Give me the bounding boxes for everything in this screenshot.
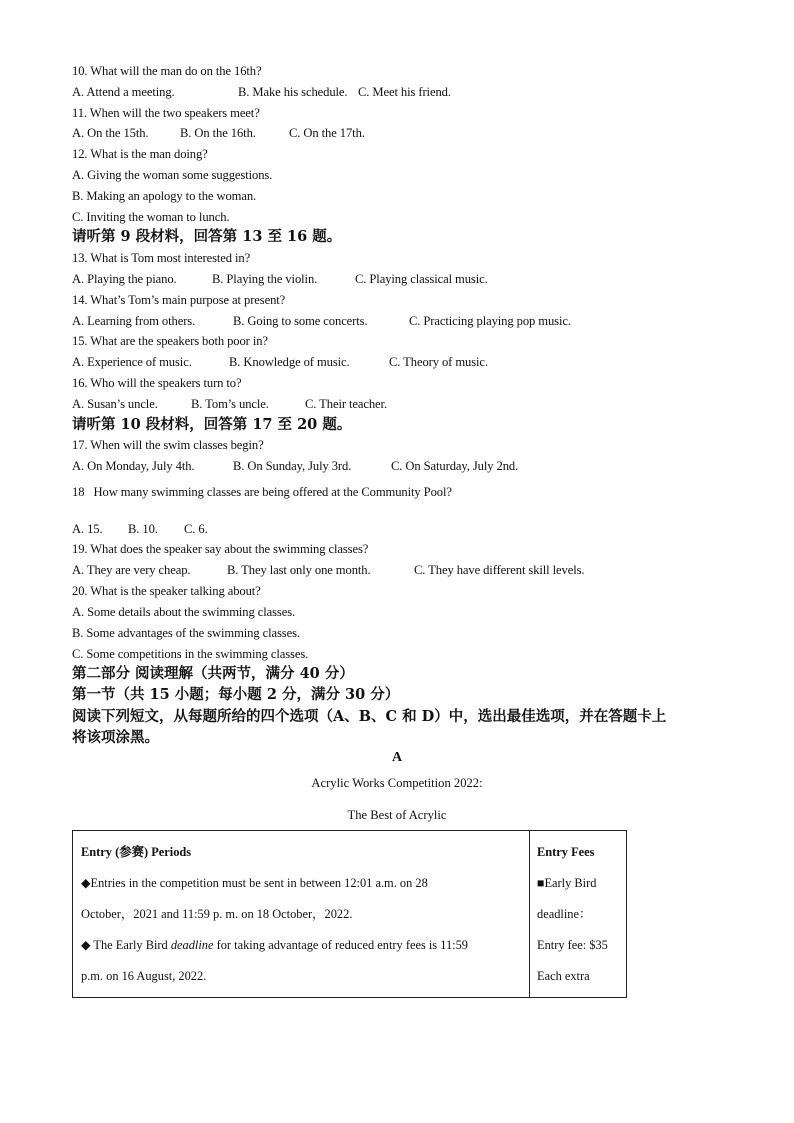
option-c: C. On the 17th. (289, 126, 365, 140)
section-9-heading: 请听第 9 段材料，回答第 13 至 16 题。 (72, 228, 342, 245)
option-b: B. On the 16th. (180, 126, 256, 140)
entry-periods-line (73, 930, 529, 961)
question-17: 17. When will the swim classes begin? (72, 438, 264, 452)
passage-subtitle: The Best of Acrylic (347, 808, 447, 822)
option-20-a: A. Some details about the swimming classes. (72, 605, 296, 619)
entry-periods-line: ◆Entries in the competition must be sent in between 12:01 a.m. on 28 (81, 876, 428, 890)
option-a: A. Experience of music. (72, 355, 192, 369)
options-11 (72, 125, 365, 141)
option-20-b: B. Some advantages of the swimming classes. (72, 626, 300, 640)
entry-periods-header: Entry (参赛) Periods (81, 845, 192, 859)
options-13 (72, 271, 488, 287)
question-14: 14. What’s Tom’s main purpose at present? (72, 293, 286, 307)
section-10-heading: 请听第 10 段材料，回答第 17 至 20 题。 (72, 416, 352, 433)
option-c: C. 6. (184, 522, 208, 536)
option-c: C. Theory of music. (389, 355, 488, 369)
instruction-line-1: 阅读下列短文，从每题所给的四个选项（A、B、C 和 D）中，选出最佳选项，并在答题卡上 (72, 708, 667, 725)
entry-fees-line: Entry fee: $35 (537, 938, 608, 952)
question-16: 16. Who will the speakers turn to? (72, 376, 242, 390)
question-11: 11. When will the two speakers meet? (72, 106, 260, 120)
option-c: C. Playing classical music. (355, 272, 488, 286)
deadline-word: deadline (170, 938, 214, 952)
passage-title: Acrylic Works Competition 2022: (311, 776, 483, 790)
entry-fees-line: deadline： (537, 907, 592, 921)
question-20: 20. What is the speaker talking about? (72, 584, 261, 598)
entry-fees-line: ■Early Bird (537, 876, 597, 890)
option-12-c: C. Inviting the woman to lunch. (72, 210, 230, 224)
options-19 (72, 562, 584, 578)
part-2-section-1-heading: 第一节（共 15 小题；每小题 2 分，满分 30 分） (72, 686, 400, 703)
entry-fees-header: Entry Fees (537, 845, 595, 859)
options-17 (72, 458, 518, 474)
option-b: B. Knowledge of music. (229, 355, 350, 369)
option-c: C. Practicing playing pop music. (409, 314, 571, 328)
question-12: 12. What is the man doing? (72, 147, 208, 161)
question-13: 13. What is Tom most interested in? (72, 251, 251, 265)
competition-info-table (72, 830, 627, 998)
question-10: 10. What will the man do on the 16th? (72, 64, 262, 78)
question-15: 15. What are the speakers both poor in? (72, 334, 268, 348)
entry-periods-line: October，2021 and 11:59 p. m. on 18 October，2022. (81, 907, 353, 921)
option-b: B. Make his schedule. (238, 85, 348, 99)
option-a: A. Learning from others. (72, 314, 196, 328)
entry-periods-line: p.m. on 16 August, 2022. (81, 969, 207, 983)
options-15 (72, 354, 488, 370)
option-c: C. On Saturday, July 2nd. (391, 459, 519, 473)
option-b: B. On Sunday, July 3rd. (233, 459, 352, 473)
option-b: B. They last only one month. (227, 563, 371, 577)
option-12-b: B. Making an apology to the woman. (72, 189, 257, 203)
option-12-a: A. Giving the woman some suggestions. (72, 168, 273, 182)
option-b: B. Playing the violin. (212, 272, 318, 286)
instruction-line-2: 将该项涂黑。 (72, 729, 159, 746)
passage-letter: A (391, 750, 403, 765)
options-16 (72, 396, 387, 412)
option-b: B. 10. (128, 522, 158, 536)
option-c: C. Meet his friend. (358, 85, 451, 99)
option-a: A. Playing the piano. (72, 272, 177, 286)
option-a: A. On Monday, July 4th. (72, 459, 195, 473)
option-c: C. They have different skill levels. (414, 563, 585, 577)
question-19: 19. What does the speaker say about the swimming classes? (72, 542, 369, 556)
options-14 (72, 313, 571, 329)
option-a: A. They are very cheap. (72, 563, 191, 577)
option-a: A. Susan’s uncle. (72, 397, 158, 411)
entry-fees-line: Each extra (537, 969, 590, 983)
entry-periods-cell (73, 831, 530, 998)
option-a: A. Attend a meeting. (72, 85, 175, 99)
option-20-c: C. Some competitions in the swimming classes. (72, 647, 309, 661)
entry-fees-cell (530, 831, 627, 998)
options-18 (72, 521, 208, 537)
options-10 (72, 84, 451, 100)
early-bird-text-pre: ◆ The Early Bird (81, 938, 171, 952)
early-bird-text-post: for taking advantage of reduced entry fees is 11:59 (213, 938, 468, 952)
option-c: C. Their teacher. (305, 397, 387, 411)
question-18: 18 How many swimming classes are being offered at the Community Pool? (72, 485, 452, 499)
option-a: A. 15. (72, 522, 103, 536)
option-b: B. Going to some concerts. (233, 314, 368, 328)
option-b: B. Tom’s uncle. (191, 397, 269, 411)
option-a: A. On the 15th. (72, 126, 149, 140)
part-2-heading: 第二部分 阅读理解（共两节，满分 40 分） (72, 665, 354, 682)
